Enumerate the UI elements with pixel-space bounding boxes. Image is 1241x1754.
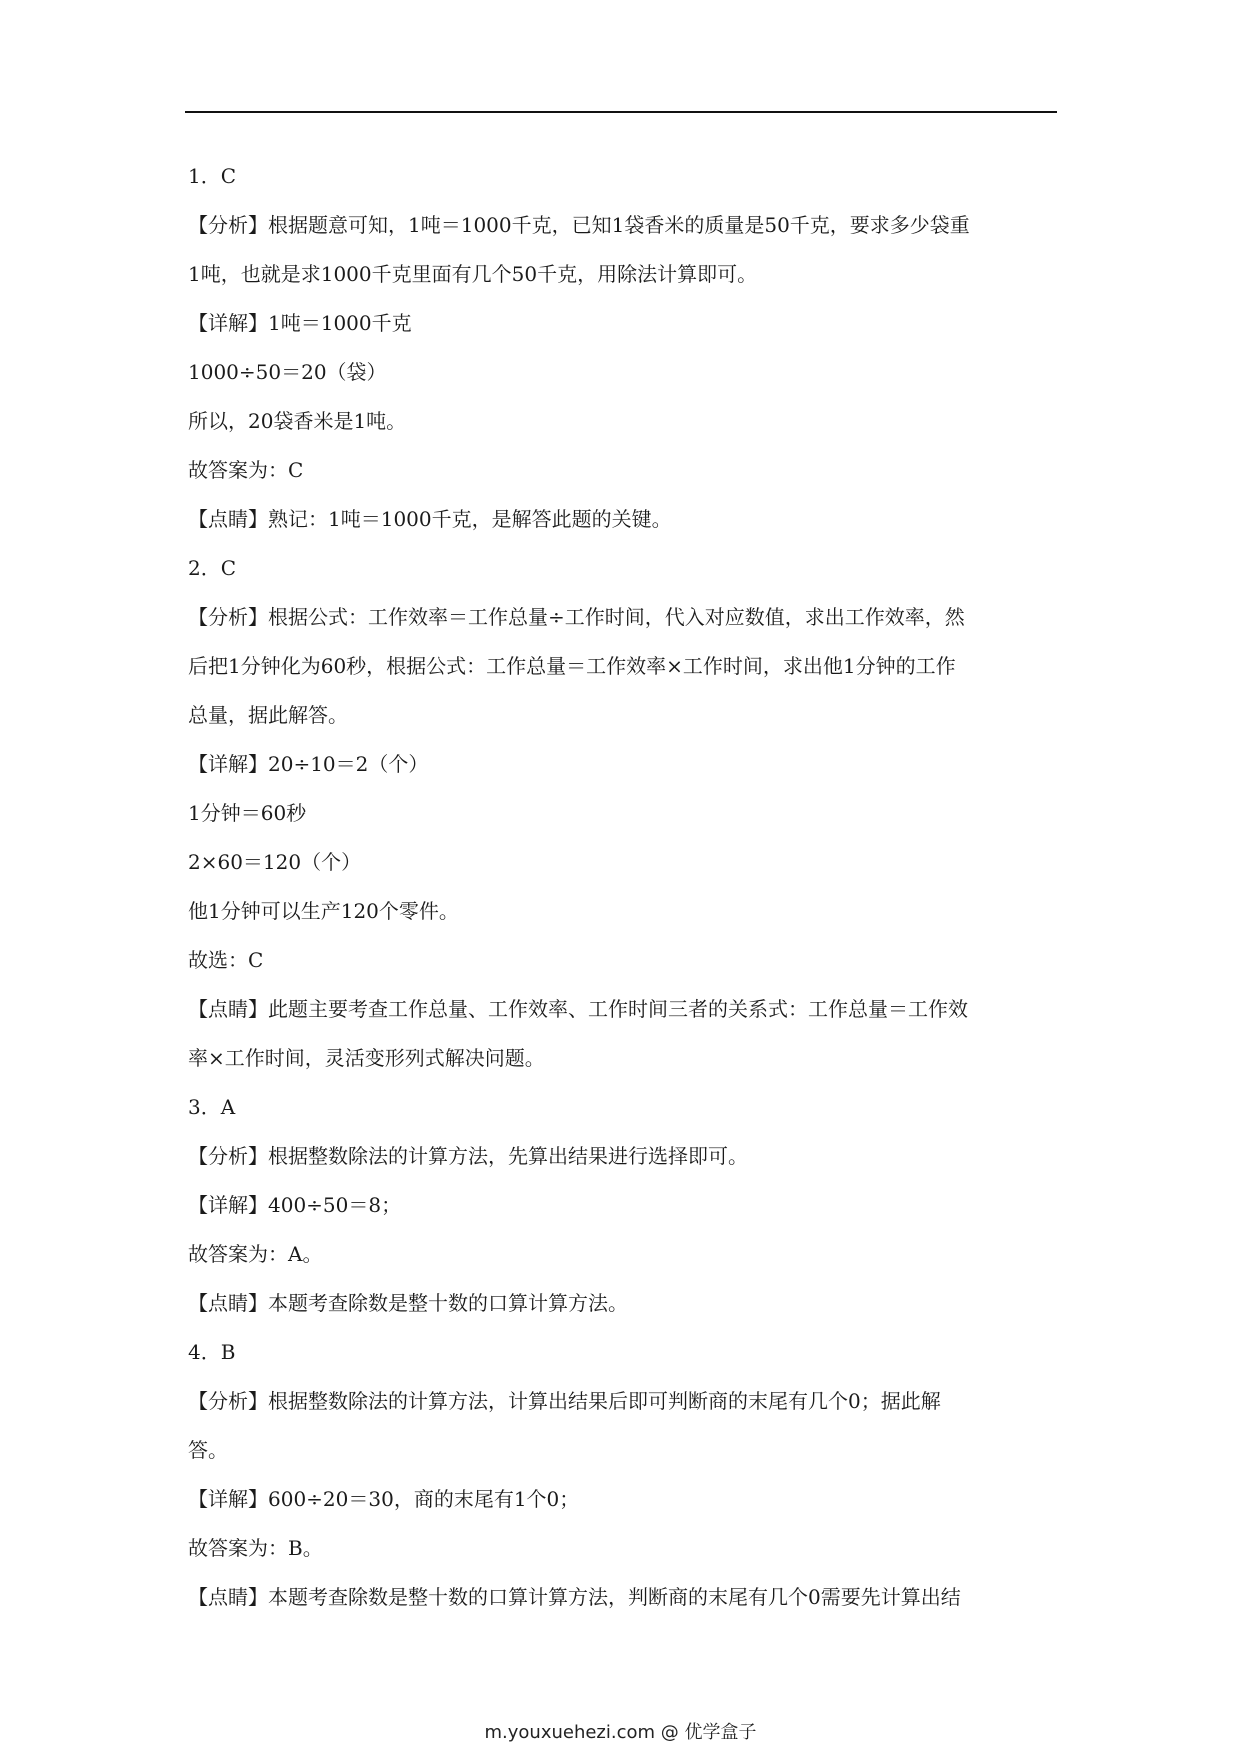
text-line: 【详解】20÷10＝2（个） <box>188 752 429 776</box>
text-line: 【点睛】此题主要考查工作总量、工作效率、工作时间三者的关系式：工作总量＝工作效 <box>188 997 968 1021</box>
text-line: 故答案为：A。 <box>188 1242 323 1266</box>
text-line: 率×工作时间，灵活变形列式解决问题。 <box>188 1046 545 1070</box>
text-line: 【分析】根据整数除法的计算方法，计算出结果后即可判断商的末尾有几个0；据此解 <box>188 1389 941 1413</box>
text-line: 【点睛】本题考查除数是整十数的口算计算方法，判断商的末尾有几个0需要先计算出结 <box>188 1585 961 1609</box>
text-line: 1吨，也就是求1000千克里面有几个50千克，用除法计算即可。 <box>188 262 758 286</box>
text-line: 2×60＝120（个） <box>188 850 362 874</box>
text-line: 故答案为：C <box>188 458 304 482</box>
text-line: 2．C <box>188 556 237 580</box>
text-line: 【点睛】本题考查除数是整十数的口算计算方法。 <box>188 1291 628 1315</box>
text-line: 总量，据此解答。 <box>188 703 348 727</box>
text-line: 【详解】400÷50＝8； <box>188 1193 402 1217</box>
text-line: 他1分钟可以生产120个零件。 <box>188 899 459 923</box>
text-line: 答。 <box>188 1438 228 1462</box>
text-line: 【分析】根据整数除法的计算方法，先算出结果进行选择即可。 <box>188 1144 748 1168</box>
text-line: 1分钟＝60秒 <box>188 801 307 825</box>
answer-content <box>188 152 1058 1622</box>
text-line: 【详解】1吨＝1000千克 <box>188 311 412 335</box>
footer-watermark: m.youxuehezi.com @ 优学盒子 <box>484 1722 757 1743</box>
text-line: 1．C <box>188 164 237 188</box>
text-line: 故答案为：B。 <box>188 1536 323 1560</box>
text-line: 【分析】根据公式：工作效率＝工作总量÷工作时间，代入对应数值，求出工作效率，然 <box>188 605 965 629</box>
text-line: 后把1分钟化为60秒，根据公式：工作总量＝工作效率×工作时间，求出他1分钟的工作 <box>188 654 956 678</box>
text-line: 所以，20袋香米是1吨。 <box>188 409 407 433</box>
text-line: 【点睛】熟记：1吨＝1000千克，是解答此题的关键。 <box>188 507 672 531</box>
text-line: 3．A <box>188 1095 236 1119</box>
text-line: 故选：C <box>188 948 264 972</box>
text-line: 【详解】600÷20＝30，商的末尾有1个0； <box>188 1487 580 1511</box>
text-line: 【分析】根据题意可知，1吨＝1000千克，已知1袋香米的质量是50千克，要求多少袋重 <box>188 213 970 237</box>
text-line: 4．B <box>188 1340 236 1364</box>
header-rule <box>185 111 1057 113</box>
text-line: 1000÷50＝20（袋） <box>188 360 387 384</box>
